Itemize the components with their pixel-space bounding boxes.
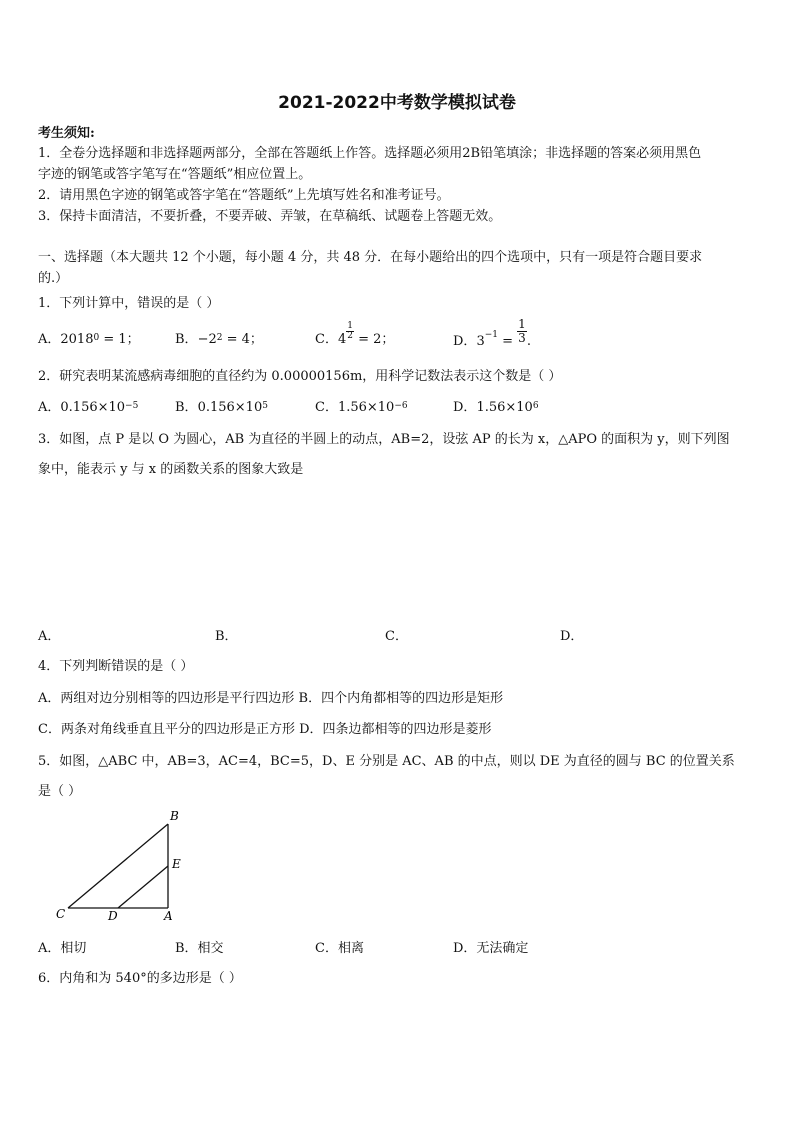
q5-stem-cont: 是（ ） [38,784,82,799]
q5-option-c: C．相离 [315,941,364,956]
section-heading-cont: 的.） [38,271,69,286]
q3-option-c: C． [385,629,408,644]
q5-option-b: B．相交 [175,941,224,956]
q4-stem: 4．下列判断错误的是（ ） [38,659,194,674]
q1-option-c: C．4 $\frac{1}{2}$ = 2； [315,321,395,347]
q5-option-a: A．相切 [38,941,87,956]
q2-stem: 2．研究表明某流感病毒细胞的直径约为 0.00000156m，用科学记数法表示这个数是（ ） [38,369,562,384]
q1-stem: 1．下列计算中，错误的是（ ） [38,296,220,311]
section-heading: 一、选择题（本大题共 12 个小题，每小题 4 分，共 48 分．在每小题给出的四个选项中，只有一项是符合题目要求 [38,250,703,265]
notice-heading: 考生须知: [38,126,95,141]
label-a: A [164,909,173,923]
q4-options-ab: A．两组对边分别相等的四边形是平行四边形 B．四个内角都相等的四边形是矩形 [38,691,504,706]
q2-option-a: A．$0.156\times 10^{-5}$ [38,400,139,415]
q3-stem: 3．如图，点 P 是以 O 为圆心，AB 为直径的半圆上的动点，AB=2，设弦 AP 的长为 x，△APO 的面积为 y，则下列图 [38,432,730,447]
page-title: 2021-2022中考数学模拟试卷 [278,93,516,113]
q5-option-d: D．无法确定 [453,941,529,956]
label-c: C [56,907,66,921]
q1-option-a: A．$2018^0 = 1$； [38,332,140,347]
q6-stem: 6．内角和为 540°的多边形是（ ） [38,971,242,986]
q3-stem-cont: 象中，能表示 y 与 x 的函数关系的图象大致是 [38,462,304,477]
q3-option-b: B． [215,629,238,644]
q2-option-b: B．$0.156\times 10^5$ [175,400,268,415]
label-d: D [108,909,118,923]
q2-option-c: C．$1.56\times 10^{-6}$ [315,400,408,415]
q5-stem: 5．如图，△ABC 中，AB=3，AC=4，BC=5，D、E 分别是 AC、AB 的中点，则以 DE 为直径的圆与 BC 的位置关系 [38,754,735,769]
q1-option-d: D．$3^{-1}$ = $\frac{1}{3}$ . [453,317,531,349]
label-b: B [170,809,179,823]
notice-item-1-cont: 字迹的钢笔或答字笔写在“答题纸”相应位置上。 [38,167,312,182]
notice-item-2: 2．请用黑色字迹的钢笔或答字笔在“答题纸”上先填写姓名和准考证号。 [38,188,450,203]
notice-item-3: 3．保持卡面清洁，不要折叠，不要弄破、弄皱，在草稿纸、试题卷上答题无效。 [38,209,502,224]
segment-de [118,866,168,908]
q2-option-d: D．$1.56\times 10^6$ [453,400,539,415]
side-cb [68,824,168,908]
q4-options-cd: C．两条对角线垂直且平分的四边形是正方形 D．四条边都相等的四边形是菱形 [38,722,492,737]
label-e: E [172,857,181,871]
notice-item-1: 1．全卷分选择题和非选择题两部分，全部在答题纸上作答。选择题必须用2B铅笔填涂；非选择题的答案必须用黑色 [38,146,702,161]
q1-option-b: B．$-2^2 = 4$； [175,332,263,347]
triangle-figure [48,806,188,924]
q3-option-a: A． [38,629,61,644]
q3-option-d: D． [560,629,584,644]
